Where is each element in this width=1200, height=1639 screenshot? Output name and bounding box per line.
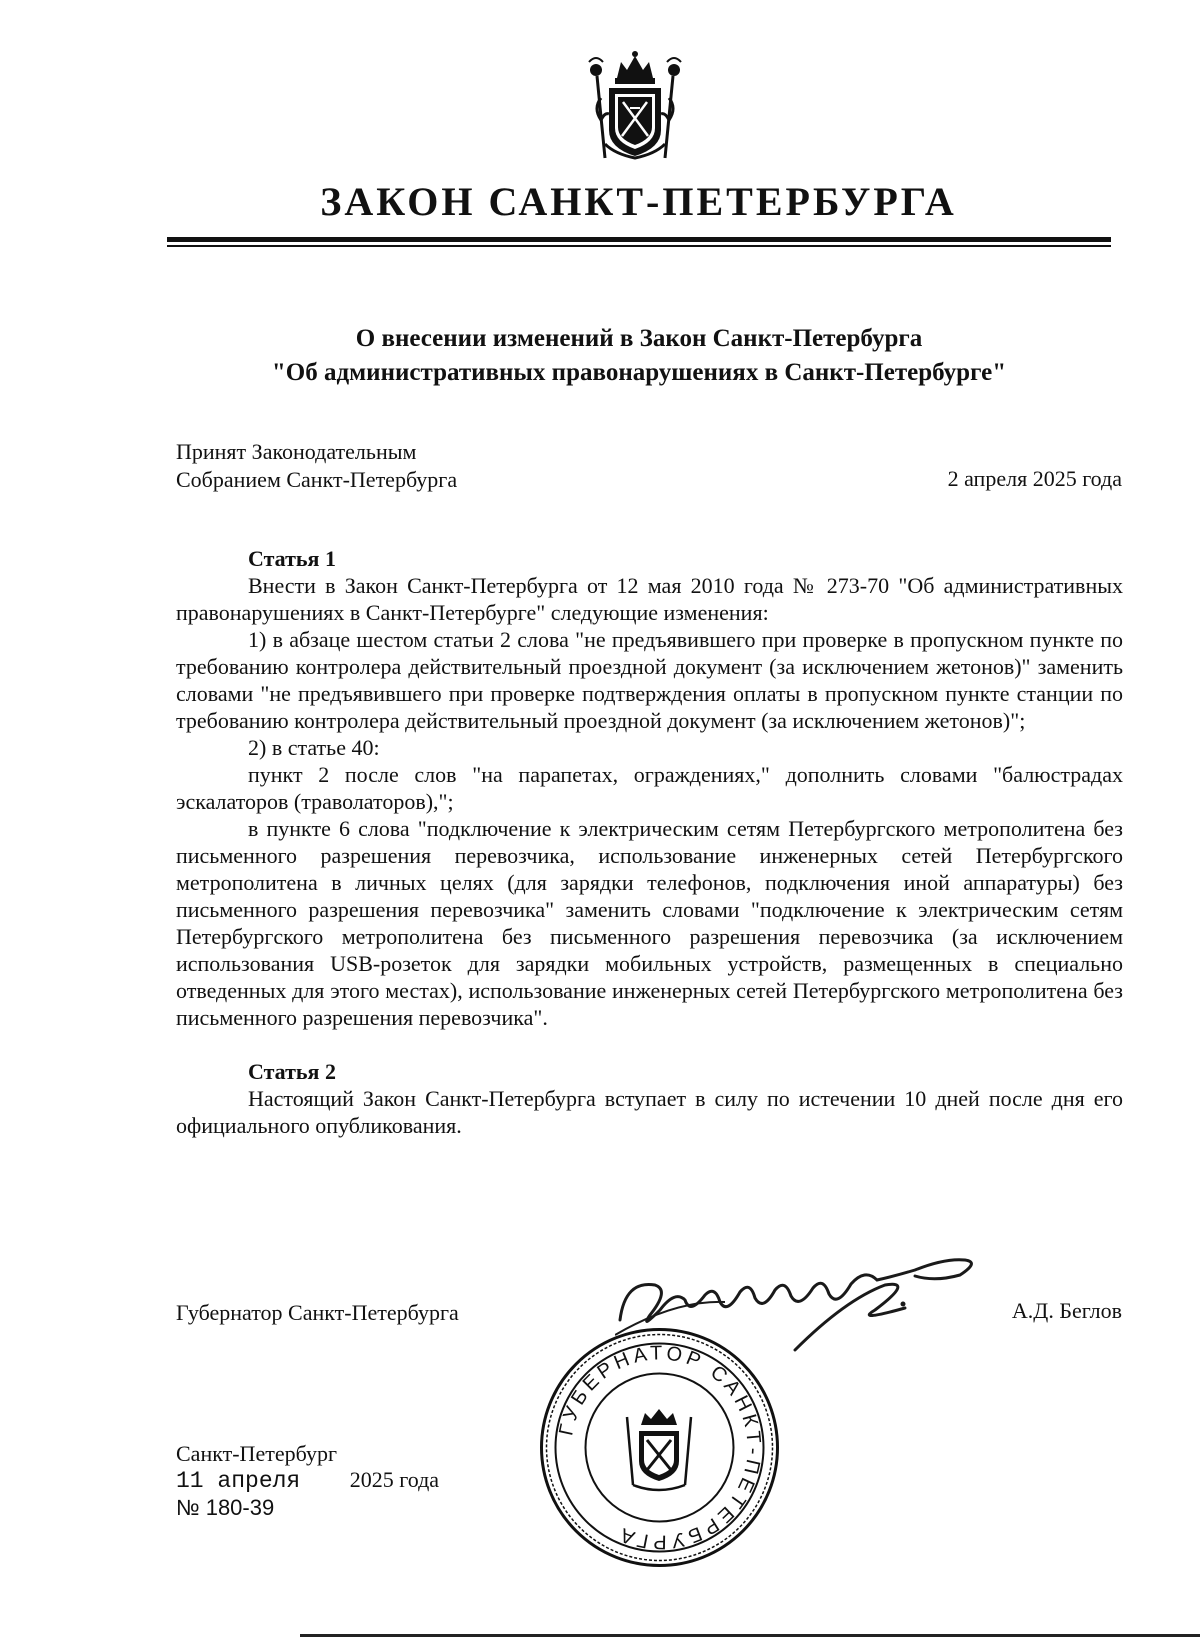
adopted-by-line2: Собранием Санкт-Петербурга	[176, 467, 458, 492]
coat-of-arms-emblem	[575, 48, 695, 168]
governor-name: А.Д. Беглов	[1011, 1298, 1122, 1323]
signing-date	[176, 1467, 439, 1494]
document-title-line2: "Об административных правонарушениях в Санкт-Петербурге"	[271, 359, 1007, 386]
law-body	[176, 545, 1123, 1139]
article1-paragraph-3: 2) в статье 40:	[248, 735, 380, 760]
bottom-scan-edge	[300, 1634, 1200, 1637]
article1-paragraph-2: 1) в абзаце шестом статьи 2 слова "не предъявившего при проверке в пропускном пункте по требованию контролера действительный проездной документ (за исключением жетонов)" заменить словами "не предъявившего при проверке подтверждения оплаты в пропускном пункте станции по требованию контролера действительный проездной документ (за исключением жетонов)";	[176, 627, 1123, 733]
official-seal	[537, 1325, 782, 1570]
document-title-line1: О внесении изменений в Закон Санкт-Петербурга	[355, 325, 923, 352]
article2-heading: Статья 2	[248, 1059, 336, 1084]
signing-place: Санкт-Петербург	[176, 1441, 337, 1466]
signing-day: 11 апреля	[176, 1468, 301, 1494]
header-rule-thick	[167, 237, 1111, 242]
article1-paragraph-1: Внести в Закон Санкт-Петербурга от 12 мая 2010 года № 273-70 "Об административных правонарушениях в Санкт-Петербурге" следующие изменения:	[176, 573, 1123, 625]
adopted-date: 2 апреля 2025 года	[947, 466, 1122, 491]
saint-petersburg-coat-of-arms-icon	[575, 48, 695, 168]
article2-paragraph-1: Настоящий Закон Санкт-Петербурга вступает в силу по истечении 10 дней после дня его официального опубликования.	[176, 1086, 1123, 1138]
adopted-by-line1: Принят Законодательным	[176, 439, 417, 464]
article1-heading: Статья 1	[248, 546, 336, 571]
law-header-title: ЗАКОН САНКТ-ПЕТЕРБУРГА	[320, 179, 957, 224]
signing-year: 2025 года	[349, 1467, 440, 1492]
seal-text: ГУБЕРНАТОР САНКТ-ПЕТЕРБУРГА	[555, 1342, 765, 1553]
article1-paragraph-4: пункт 2 после слов "на парапетах, ограждениях," дополнить словами "балюстрадах эскалаторов (траволаторов),";	[176, 762, 1123, 814]
header-rule-thin	[167, 245, 1111, 247]
document-title	[167, 322, 1111, 390]
seal-icon	[537, 1325, 782, 1570]
article1-paragraph-5: в пункте 6 слова "подключение к электрическим сетям Петербургского метрополитена без письменного разрешения перевозчика, использование инженерных сетей Петербургского метрополитена в личных целях (для зарядки телефонов, подключения иной аппаратуры) без письменного разрешения перевозчика" заменить словами "подключение к электрическим сетям Петербургского метрополитена без письменного разрешения перевозчика (за исключением использования USB-розеток для зарядки мобильных устройств, размещенных в специально отведенных для этого местах), использование инженерных сетей Петербургского метрополитена без письменного разрешения перевозчика".	[176, 816, 1123, 1030]
adopted-by	[176, 438, 457, 494]
law-number: № 180-39	[176, 1495, 275, 1520]
governor-position: Губернатор Санкт-Петербурга	[176, 1300, 459, 1325]
